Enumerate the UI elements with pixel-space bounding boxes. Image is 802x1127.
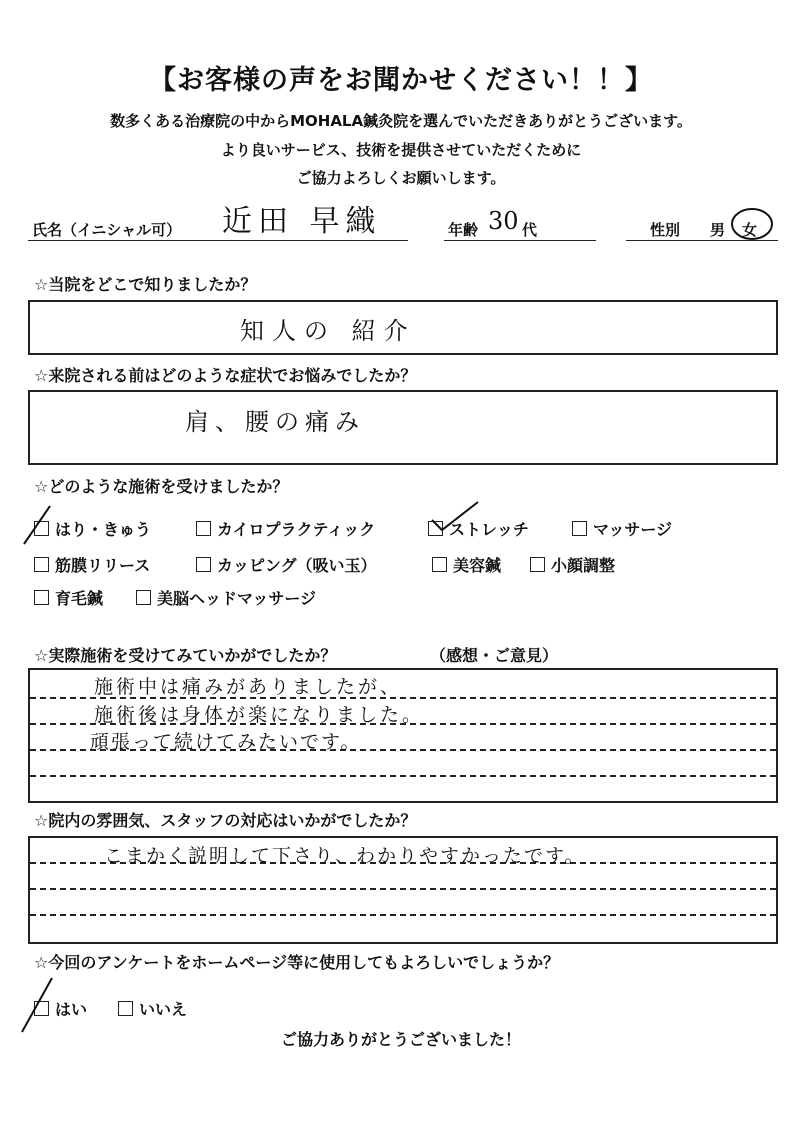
option-yes[interactable]: はい (34, 997, 87, 1020)
age-underline (444, 240, 596, 241)
intro-line-2: より良いサービス、技術を提供させていただくために (220, 141, 582, 159)
gender-circle-mark (728, 205, 776, 243)
gender-label: 性別 (650, 221, 681, 239)
option-stretch[interactable]: ストレッチ (428, 517, 529, 540)
age-suffix: 代 (522, 221, 538, 239)
option-head-massage[interactable]: 美脳ヘッドマッサージ (136, 586, 316, 609)
dashed-line (30, 888, 776, 890)
option-massage[interactable]: マッサージ (572, 517, 672, 540)
q4-answer-line-3: 頑張って続けてみたいです。 (90, 731, 362, 753)
checkbox-icon (34, 590, 49, 605)
option-fascia-release[interactable]: 筋膜リリース (34, 553, 150, 576)
checkbox-icon (118, 1001, 133, 1016)
q2-answer-box[interactable] (28, 390, 778, 465)
checkbox-icon (572, 521, 587, 536)
option-hari-kyu[interactable]: はり・きゅう (34, 517, 151, 540)
age-label: 年齢 (448, 221, 479, 239)
checkbox-icon (196, 521, 211, 536)
q2-answer: 肩、腰の痛み (185, 408, 365, 436)
checkbox-icon (196, 557, 211, 572)
q6-question: ☆今回のアンケートをホームページ等に使用してもよろしいでしょうか？ (34, 953, 560, 972)
option-cupping[interactable]: カッピング（吸い玉） (196, 553, 377, 576)
option-no[interactable]: いいえ (118, 997, 187, 1020)
footer-thanks: ご協力ありがとうございました！ (280, 1030, 521, 1049)
q2-question: ☆来院される前はどのような症状でお悩みでしたか？ (34, 366, 417, 385)
q4-answer-line-2: 施術後は身体が楽になりました。 (94, 704, 425, 726)
q5-answer-line-1: こまかく説明して下さり、わかりやすかったです。 (104, 845, 586, 867)
q4-note: （感想・ご意見） (430, 646, 559, 665)
gender-underline (626, 240, 778, 241)
option-face-adjustment[interactable]: 小顔調整 (530, 553, 615, 576)
name-value[interactable]: 近田 早織 (222, 204, 382, 239)
q1-question: ☆当院をどこで知りましたか？ (34, 275, 257, 294)
q3-question: ☆どのような施術を受けましたか？ (34, 477, 289, 496)
dashed-line (30, 775, 776, 777)
option-beauty-acupuncture[interactable]: 美容鍼 (432, 553, 501, 576)
gender-female-option[interactable]: 女 (742, 221, 758, 239)
checkmark-hari-kyu-icon (20, 500, 70, 548)
q4-answer-line-1: 施術中は痛みがありましたが、 (94, 676, 403, 698)
checkmark-stretch-icon (426, 498, 482, 538)
intro-line-3: ご協力よろしくお願いします。 (296, 169, 506, 187)
q5-question: ☆院内の雰囲気、スタッフの対応はいかがでしたか？ (34, 811, 417, 830)
q1-answer: 知人の 紹介 (240, 317, 416, 345)
q4-question: ☆実際施術を受けてみていかがでしたか？ (34, 646, 337, 665)
name-underline (28, 240, 408, 241)
checkbox-icon (432, 557, 447, 572)
name-label: 氏名（イニシャル可） (32, 221, 182, 239)
checkbox-icon (136, 590, 151, 605)
gender-male-option[interactable]: 男 (710, 221, 726, 239)
age-value[interactable]: 30 (488, 207, 519, 235)
page-title: 【お客様の声をお聞かせください！！】 (149, 65, 653, 96)
checkbox-icon (530, 557, 545, 572)
option-chiropractic[interactable]: カイロプラクティック (196, 517, 375, 540)
checkbox-icon (34, 557, 49, 572)
option-hair-growth[interactable]: 育毛鍼 (34, 586, 103, 609)
intro-line-1: 数多くある治療院の中からMOHALA鍼灸院を選んでいただきありがとうございます。 (110, 112, 692, 130)
dashed-line (30, 914, 776, 916)
